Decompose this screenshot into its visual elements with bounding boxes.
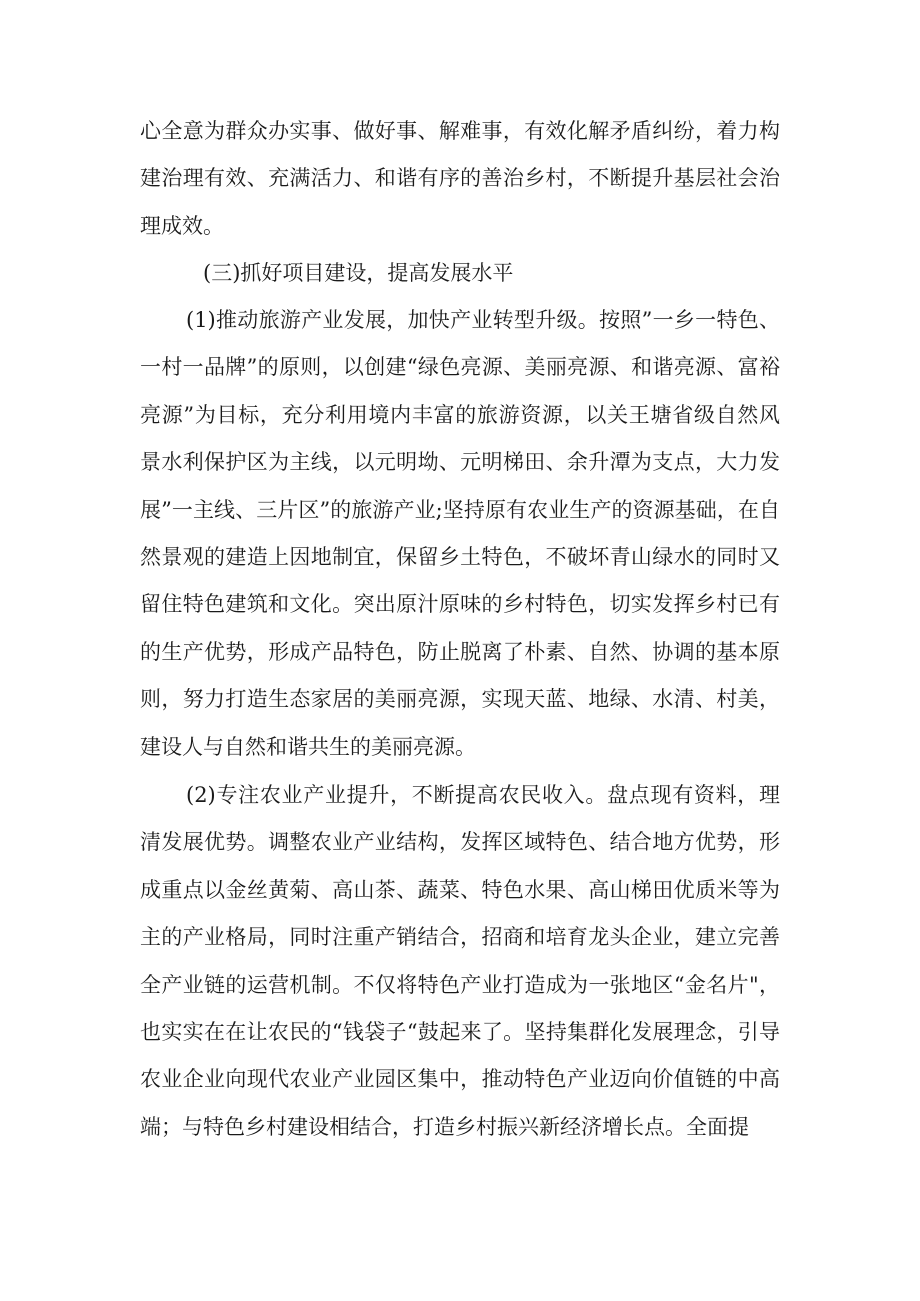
item-1-paragraph: [140, 297, 780, 771]
section-heading: (三)抓好项目建设，提高发展水平: [203, 261, 514, 285]
item-1-text: 推动旅游产业发展，加快产业转型升级。按照”一乡一特色、一村一品牌”的原则，以创建“绿色亮源、美丽亮源、和谐亮源、富裕亮源”为目标，充分利用境内丰富的旅游资源，以关王塘省级自然风景水利保护区为主线，以元明坳、元明梯田、余升潭为支点，大力发展”一主线、三片区”的旅游产业;坚持原有农业生产的资源基础，在自然景观的建造上因地制宜，保留乡土特色，不破坏青山绿水的同时又留住特色建筑和文化。突出原汁原味的乡村特色，切实发挥乡村已有的生产优势，形成产品特色，防止脱离了朴素、自然、协调的基本原则，努力打造生态家居的美丽亮源，实现天蓝、地绿、水清、村美，建设人与自然和谐共生的美丽亮源。: [140, 308, 780, 759]
continued-paragraph: 心全意为群众办实事、做好事、解难事，有效化解矛盾纠纷，着力构建治理有效、充满活力、和谐有序的善治乡村，不断提升基层社会治理成效。: [140, 119, 780, 238]
item-2-paragraph: [140, 772, 780, 1151]
item-2-text: 专注农业产业提升，不断提高农民收入。盘点现有资料，理清发展优势。调整农业产业结构，发挥区域特色、结合地方优势，形成重点以金丝黄菊、高山茶、蔬菜、特色水果、高山梯田优质米等为主的产业格局，同时注重产销结合，招商和培育龙头企业，建立完善全产业链的运营机制。不仅将特色产业打造成为一张地区“金名片"，也实实在在让农民的“钱袋子“鼓起来了。坚持集群化发展理念，引导农业企业向现代农业产业园区集中，推动特色产业迈向价值链的中高端；与特色乡村建设相结合，打造乡村振兴新经济增长点。全面提: [140, 783, 780, 1139]
item-1-number: (1): [186, 308, 216, 332]
item-2-number: (2): [186, 783, 216, 807]
